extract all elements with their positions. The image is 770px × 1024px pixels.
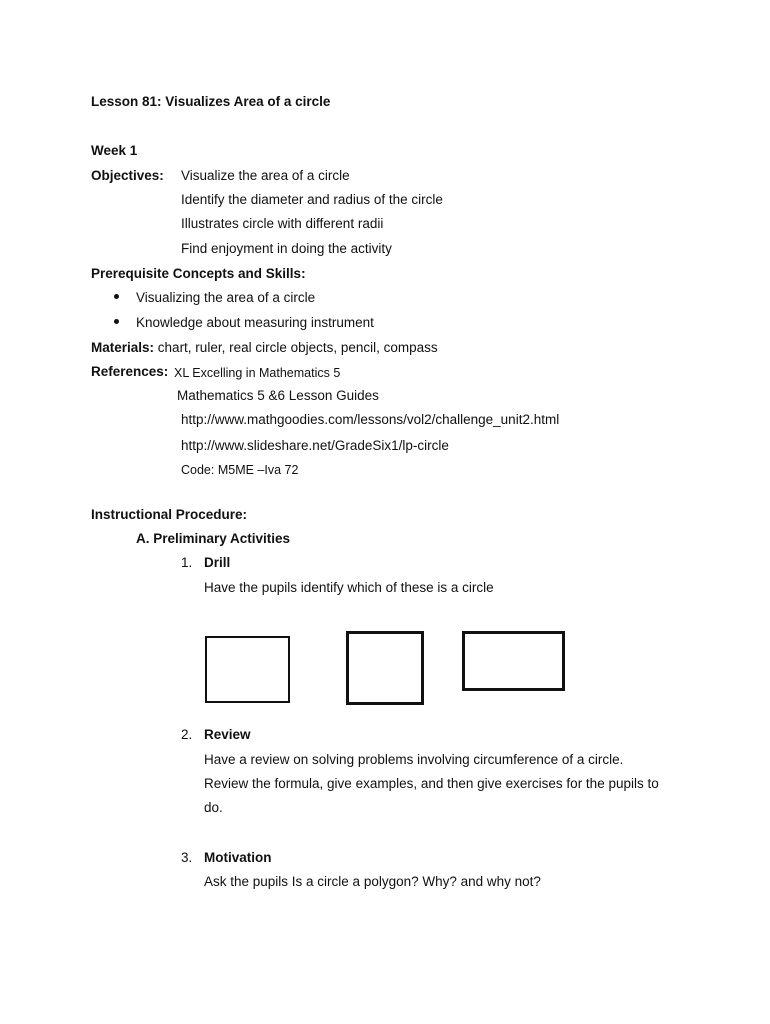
lesson-title: Lesson 81: Visualizes Area of a circle	[91, 94, 331, 109]
step-text: Ask the pupils Is a circle a polygon? Why? and why not?	[204, 874, 541, 889]
objective-item: Identify the diameter and radius of the circle	[181, 192, 443, 207]
section-a-heading: A. Preliminary Activities	[136, 531, 291, 546]
step-text: Review the formula, give examples, and then give exercises for the pupils to	[204, 776, 659, 791]
references-label: References:	[91, 364, 169, 379]
reference-link: http://www.slideshare.net/GradeSix1/lp-circle	[181, 438, 449, 453]
reference-item: XL Excelling in Mathematics 5	[174, 366, 341, 380]
square-shape	[346, 631, 424, 705]
step-text: do.	[204, 800, 223, 815]
materials-label: Materials:	[91, 340, 155, 355]
step-title-review: Review	[204, 727, 251, 742]
step-title-drill: Drill	[204, 555, 231, 570]
bullet-icon	[114, 319, 119, 324]
rectangle-shape	[205, 636, 290, 703]
step-number: 3.	[181, 850, 193, 865]
step-text: Have the pupils identify which of these is a circle	[204, 580, 494, 595]
prerequisites-label: Prerequisite Concepts and Skills:	[91, 266, 306, 281]
step-title-motivation: Motivation	[204, 850, 272, 865]
step-text: Have a review on solving problems involving circumference of a circle.	[204, 752, 624, 767]
materials-value: chart, ruler, real circle objects, pencil, compass	[157, 340, 438, 355]
step-number: 1.	[181, 555, 193, 570]
procedure-heading: Instructional Procedure:	[91, 507, 248, 522]
step-number: 2.	[181, 727, 193, 742]
bullet-icon	[114, 294, 119, 299]
prerequisite-item: Visualizing the area of a circle	[136, 290, 316, 305]
objective-item: Illustrates circle with different radii	[181, 216, 384, 231]
reference-code: Code: M5ME –Iva 72	[181, 463, 299, 477]
prerequisite-item: Knowledge about measuring instrument	[136, 315, 374, 330]
objectives-label: Objectives:	[91, 168, 164, 183]
objective-item: Visualize the area of a circle	[181, 168, 350, 183]
reference-item: Mathematics 5 &6 Lesson Guides	[177, 388, 379, 403]
materials-line	[91, 340, 438, 356]
rectangle-shape	[462, 631, 565, 691]
reference-link: http://www.mathgoodies.com/lessons/vol2/challenge_unit2.html	[181, 412, 560, 427]
objective-item: Find enjoyment in doing the activity	[181, 241, 392, 256]
week-label: Week 1	[91, 143, 138, 158]
